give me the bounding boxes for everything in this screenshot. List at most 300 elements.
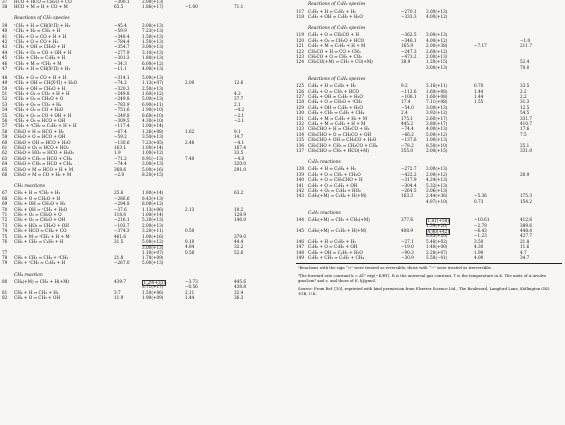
rate-coefficient-a: 5.00(+13) — [142, 74, 164, 80]
reaction-enthalpy: −270.1 — [401, 8, 417, 14]
rate-coefficient-a: 3.10(+13) — [142, 49, 164, 55]
rate-coefficient-a: 3.00(+13) — [142, 161, 164, 167]
reaction-equation: C₂H₅ + O₂ ⇒ C₂H₄ + HO₂ — [308, 188, 361, 194]
reaction-equation: C₂H₃ + O₂ ⇒ CH₂O + HCO — [308, 37, 365, 43]
rate-coefficient-a: 1.13(+06) — [142, 206, 164, 212]
activation-energy: 331.0 — [520, 147, 532, 153]
reaction-enthalpy: −54.0 — [401, 104, 414, 110]
reaction-enthalpy: 165.9 — [401, 43, 413, 49]
reaction-enthalpy: −286.6 — [114, 195, 130, 201]
reaction-equation: C₂H₆(+M) ⇒ CH₃ + CH₃(+M) — [308, 217, 370, 223]
reaction-enthalpy: −30.9 — [401, 255, 414, 261]
rate-coefficient-a: 2.60(+12) — [426, 48, 448, 54]
reaction-number: 143 — [296, 193, 304, 199]
reaction-equation: ³CH₂ + O₂ ⇒ CO + H₂O — [14, 107, 64, 113]
reaction-number: 39 — [2, 22, 8, 28]
rate-coefficient-a: 4.00(+12) — [426, 37, 448, 43]
rate-coefficient-a: 8.91(−13) — [142, 155, 164, 161]
activation-energy: 32.4 — [234, 289, 244, 295]
section-heading-label: Reactions of C₂H₄ species — [308, 76, 366, 82]
rate-coefficient-a: 3.00(+13) — [142, 245, 164, 251]
reaction-enthalpy: −346.1 — [401, 37, 417, 43]
reaction-enthalpy: 118.6 — [114, 211, 126, 217]
reaction-enthalpy: 17.4 — [401, 99, 411, 105]
reaction-equation: C₂H₄ + O ⇒ CH₂O + ³CH₂ — [308, 99, 363, 105]
reaction-enthalpy: −362.5 — [401, 32, 417, 38]
activation-energy: −4.1 — [234, 139, 245, 145]
reaction-enthalpy: −264.5 — [401, 188, 417, 194]
reaction-enthalpy: −247.3 — [401, 48, 417, 54]
reaction-enthalpy: −249.8 — [114, 91, 130, 97]
activation-energy: 154.2 — [520, 198, 532, 204]
reaction-equation: ¹CH₂ + OH ⇒ CH₂O + H — [14, 44, 66, 50]
reaction-number: 147 — [296, 244, 304, 250]
section-heading-label: CH₄ reaction — [14, 272, 43, 278]
reaction-number: 118 — [296, 13, 304, 19]
reaction-equation: C₂H₄ + OH ⇒ C₂H₃ + H₂O — [308, 94, 363, 100]
reaction-enthalpy: 355.0 — [401, 147, 413, 153]
rate-coefficient-a: 1.00(+16) — [142, 233, 164, 239]
rate-coefficient-a: 7.23(+13) — [142, 28, 164, 34]
reaction-equation: ¹CH₂ + O ⇒ CO + H + H — [14, 33, 67, 39]
reaction-equation: CH₃ + H ⇒ ³CH₂ + H₂ — [14, 190, 61, 196]
reaction-enthalpy: 25.6 — [114, 190, 124, 196]
reaction-number: 134 — [296, 131, 304, 137]
rate-coefficient-a: 4.00(+13) — [142, 66, 164, 71]
reaction-equation: CH₂O + CH₃ ⇒ HCO + CH₄ — [14, 161, 72, 167]
reaction-enthalpy: −320.3 — [114, 85, 130, 91]
reaction-number: 121 — [296, 43, 304, 49]
rate-coefficient-a: 3.00(+13) — [426, 166, 448, 172]
rate-coefficient-a: 1.60(+08) — [426, 88, 448, 94]
temperature-exponent-n: 4.00 — [474, 255, 484, 261]
reaction-equation: CH₃ + OH ⇒ ¹CH₂ + H₂O — [14, 206, 68, 212]
reaction-enthalpy: −117.4 — [114, 123, 130, 129]
temperature-exponent-n: 1.44 — [185, 295, 195, 301]
reaction-enthalpy: −783.9 — [114, 101, 130, 107]
rate-coefficient-a: 1.50(+06) — [142, 289, 164, 295]
footnote-source: Source: From Ref. [10], reprinted with kind permission from Elsevier Science Ltd., The Boulevard, Langford Lane, Kidlington OX5 1GB, U.K. — [298, 285, 550, 297]
activation-energy: 34.7 — [520, 255, 530, 261]
reaction-equation: C₂H₅ + O ⇒ CH₃ + CH₂O — [308, 171, 361, 177]
reaction-number: 124 — [296, 59, 304, 65]
activation-energy: 63.2 — [234, 190, 244, 196]
reaction-equation: CH₄ + H ⇒ CH₃ + H₂ — [14, 289, 59, 295]
temperature-exponent-n: −1.00 — [185, 4, 198, 10]
reaction-number: 130 — [296, 110, 304, 116]
activation-energy: 20.9 — [520, 171, 530, 177]
rate-coefficient-a: 2.00(+13) — [142, 0, 164, 4]
rate-coefficient-a: 3.00(+13) — [142, 22, 164, 28]
reaction-row — [2, 67, 272, 72]
reaction-number: 149 — [296, 255, 304, 261]
reaction-enthalpy: 461.6 — [114, 233, 126, 239]
activation-energy: 52.4 — [520, 59, 530, 65]
reaction-number: 68 — [2, 195, 8, 201]
temperature-exponent-n: 1.44 — [474, 94, 484, 100]
reaction-equation: ³CH₂ + H ⇒ CH(X²Π) + H₂ — [14, 66, 71, 71]
reaction-equation: CH₃ + HCO ⇒ CH₄ + CO — [14, 228, 67, 234]
temperature-exponent-n: 2.00 — [185, 80, 195, 86]
rate-coefficient-a: 4.00(+13) — [426, 126, 448, 132]
rate-coefficient-a: 1.26(+08) — [142, 128, 164, 134]
reaction-enthalpy: −354.7 — [114, 44, 130, 50]
rate-coefficient-a: 6.90(+11) — [142, 101, 164, 107]
reaction-number: 42 — [2, 39, 8, 45]
reaction-enthalpy: 368.6 — [114, 166, 126, 172]
reaction-enthalpy: −784.4 — [114, 39, 130, 45]
reaction-enthalpy: −751.6 — [114, 107, 130, 113]
right-table-column — [296, 0, 562, 325]
section-heading-label: C₂H₆ reactions — [308, 210, 341, 216]
reaction-enthalpy: −78.2 — [401, 142, 414, 148]
reaction-number: 72 — [2, 217, 8, 223]
reaction-number: 55 — [2, 112, 8, 118]
rate-coefficient-a: 5.20(+13) — [142, 217, 164, 223]
rate-coefficient-a: 7.23(+05) — [142, 139, 164, 145]
reaction-equation: ³CH₂ + OH ⇒ CH₂O + H — [14, 85, 66, 91]
section-heading-label: Reactions of CH₂ species — [14, 16, 70, 22]
rate-coefficient-a: 1.20(+15) — [426, 59, 448, 65]
activation-energy: −1.0 — [520, 37, 531, 43]
reaction-equation: C₂H₃ + O ⇒ CH₂CO + H — [308, 32, 359, 38]
reaction-equation: CH₂CO + H ⇒ CO + CH₃ — [308, 48, 361, 54]
temperature-exponent-n: −0.56 — [185, 284, 198, 290]
temperature-exponent-n: 1.90 — [474, 249, 484, 255]
reaction-number: 64 — [2, 161, 8, 167]
reaction-equation: ³CH₂ + OH ⇒ CH(X²Π) + H₂O — [14, 80, 78, 86]
rate-coefficient-a: 1.90(+10) — [142, 107, 164, 113]
reaction-number: 49 — [2, 80, 8, 86]
reaction-enthalpy: −19.0 — [401, 244, 414, 250]
table-bottom-rule — [296, 263, 562, 264]
reaction-number: 44 — [2, 49, 8, 55]
reaction-enthalpy: 2.4 — [401, 110, 408, 116]
reaction-enthalpy: −112.6 — [401, 88, 417, 94]
reaction-enthalpy: 3.7 — [114, 289, 121, 295]
reaction-equation: CH₃ + O₂ ⇒ CH₂O + O — [14, 211, 62, 217]
rate-coefficient-a: 2.60(+17) — [426, 115, 448, 121]
reaction-number: 62 — [2, 150, 8, 156]
activation-energy: 21.8 — [520, 238, 530, 244]
reaction-number: 43 — [2, 44, 8, 50]
temperature-exponent-n: 2.46 — [185, 139, 195, 145]
reaction-equation: CH₃CHO + H ⇒ CH₃CO + H₂ — [308, 126, 370, 132]
activation-energy: 389.6 — [520, 222, 532, 228]
rate-coefficient-a: 3.00(+13) — [142, 44, 164, 50]
reaction-row — [296, 200, 562, 205]
reaction-row — [2, 261, 272, 266]
reaction-number: 40 — [2, 28, 8, 34]
reaction-enthalpy: −90.3 — [401, 249, 414, 255]
rate-coefficient-a: 1.40(+00) — [426, 244, 448, 250]
reaction-number: 76 — [2, 238, 8, 244]
activation-energy: −2.1 — [234, 112, 245, 118]
reaction-equation: C₂H₃ + OH ⇒ C₂H₂ + H₂O — [308, 13, 363, 19]
reaction-number: 123 — [296, 54, 304, 60]
section-heading-label: Reactions of C₂H₂ species — [308, 2, 366, 8]
reaction-enthalpy: −74.2 — [114, 80, 127, 86]
activation-energy: 4.2 — [234, 91, 241, 97]
reaction-number: 54 — [2, 107, 8, 113]
activation-energy: 2.2 — [520, 94, 527, 100]
activation-energy: 12.5 — [520, 104, 530, 110]
rate-coefficient-a: 1.00(+12) — [142, 150, 164, 156]
reaction-row — [2, 5, 272, 10]
reaction-equation: CH₂O + O₂ ⇒ HCO + HO₂ — [14, 144, 69, 150]
rate-coefficient-a: 5.00(+13) — [142, 96, 164, 102]
reaction-equation: C₂H₆ + CH₃ ⇒ C₂H₅ + CH₄ — [308, 255, 365, 261]
rate-coefficient-a: 8.50(+10) — [426, 142, 448, 148]
activation-energy: 379.0 — [234, 233, 246, 239]
section-heading-label: C₂H₅ reactions — [308, 160, 341, 166]
rate-coefficient-a: 8.85(+20) — [426, 233, 448, 239]
reaction-equation: ¹CH₂ + CH₃ ⇒ C₂H₄ + H — [14, 55, 66, 61]
reaction-enthalpy: −267.0 — [114, 260, 130, 266]
reaction-number: 71 — [2, 211, 8, 217]
rate-coefficient-a: 3.00(+13) — [426, 104, 448, 110]
temperature-exponent-n: 3.50 — [474, 238, 484, 244]
activation-energy: −2.1 — [234, 118, 245, 124]
rate-coefficient-a: 1.00(+14) — [142, 211, 164, 217]
reaction-number: 38 — [2, 4, 8, 10]
reaction-number: 131 — [296, 115, 304, 121]
reaction-equation: ³CH₂ + O₂ ⇒ CO + OH + H — [14, 112, 72, 118]
reaction-equation: CH₂O + H ⇒ HCO + H₂ — [14, 128, 64, 134]
reaction-number: 146 — [296, 238, 304, 244]
reaction-number: 142 — [296, 188, 304, 194]
rate-coefficient-a: 1.60(+12) — [142, 91, 164, 97]
reaction-enthalpy: 175.1 — [401, 115, 413, 121]
reaction-number: 126 — [296, 88, 304, 94]
rate-coefficient-a: 3.92(+12) — [426, 110, 448, 116]
activation-energy: 11.6 — [520, 244, 530, 250]
rate-coefficient-a: 3.06(+13) — [426, 188, 448, 194]
reaction-enthalpy: 11.9 — [114, 295, 124, 301]
activation-energy: 427.7 — [520, 233, 532, 239]
activation-energy: 410.7 — [520, 121, 532, 127]
rate-coefficient-a: 1.13(+07) — [142, 80, 164, 86]
rate-coefficient-a: 2.00(+38) — [426, 43, 448, 49]
reaction-equation: CH₃CHO + O ⇒ CH₃CO + OH — [308, 131, 372, 137]
activation-energy: 2.1 — [234, 101, 241, 107]
temperature-exponent-n: 1.62 — [185, 128, 195, 134]
activation-energy: 448.4 — [520, 228, 532, 234]
section-heading-label: Reactions of C₂H₃ species — [308, 26, 366, 32]
temperature-exponent-n: −1.23 — [474, 233, 487, 239]
reaction-number: 73 — [2, 222, 8, 228]
rate-coefficient-a: 1.50(+13) — [142, 33, 164, 39]
reaction-number: 139 — [296, 171, 304, 177]
reaction-equation: CH₃ + O₂ ⇒ CH₂O + OH — [14, 217, 66, 223]
reaction-enthalpy: −2.0 — [114, 171, 125, 177]
activation-energy: 412.6 — [520, 217, 532, 223]
rate-coefficient-a: 8.20(+15) — [142, 171, 164, 177]
rate-coefficient-a: 2.20(+07) — [426, 249, 448, 255]
rate-coefficient-a: 3.00(+13) — [426, 8, 448, 14]
reaction-number: 69 — [2, 201, 8, 207]
reaction-enthalpy: −374.3 — [114, 228, 130, 234]
reaction-enthalpy: 21.8 — [114, 255, 124, 261]
reaction-enthalpy: −249.8 — [114, 96, 130, 102]
reaction-enthalpy: −67.4 — [114, 128, 127, 134]
reaction-enthalpy: −71.2 — [114, 155, 127, 161]
reaction-enthalpy: −317.9 — [401, 177, 417, 183]
temperature-exponent-n: 0.56 — [185, 249, 195, 255]
reaction-enthalpy: −34.3 — [114, 60, 127, 66]
reaction-number: 136 — [296, 142, 304, 148]
reaction-number: 137 — [296, 147, 304, 153]
activation-energy: 9.1 — [234, 128, 241, 134]
rate-coefficient-a: 2.00(+12) — [426, 171, 448, 177]
reaction-equation: CH₂O + HO₂ ⇒ HCO + H₂O₂ — [14, 150, 74, 156]
reaction-number: 138 — [296, 166, 304, 172]
rate-coefficient-a: 4.24(+13) — [426, 177, 448, 183]
reaction-enthalpy: 163.1 — [114, 144, 126, 150]
reaction-equation: C₂H₆ + OH ⇒ C₂H₅ + H₂O — [308, 249, 363, 255]
rate-coefficient-a: 5.32(+13) — [426, 182, 448, 188]
reaction-enthalpy: −249.8 — [114, 112, 130, 118]
reaction-number: 140 — [296, 177, 304, 183]
rate-coefficient-a: 5.00(+13) — [142, 260, 164, 266]
reaction-number: 67 — [2, 190, 8, 196]
reaction-equation: CH₃ + M ⇒ ³CH₂ + H + M — [14, 233, 70, 239]
reaction-equation: CH₃CHO ⇒ CH₃ + HCO(+M) — [308, 147, 370, 153]
reaction-equation: CH₂CO(+M) ⇒ CH₂ + CO(+M) — [308, 59, 373, 65]
reaction-enthalpy: 65.5 — [114, 4, 124, 10]
activation-energy: 12.6 — [234, 80, 244, 86]
reaction-equation: CH₃CHO + OH ⇒ CH₃CO + H₂O — [308, 137, 377, 143]
rate-coefficient-a: 1.70(+09) — [142, 255, 164, 261]
reaction-enthalpy: −314.1 — [114, 74, 130, 80]
reaction-number: 51 — [2, 91, 8, 97]
reaction-enthalpy: 38.9 — [401, 59, 411, 65]
temperature-exponent-n: −2.79 — [474, 222, 487, 228]
section-heading-label: CH₃ reactions — [14, 184, 46, 189]
footnotes-wrap — [296, 265, 562, 325]
temperature-exponent-n: 1.55 — [474, 99, 484, 105]
reaction-equation: C₂H₅ + O ⇒ CH₃CHO + H — [308, 177, 363, 183]
reaction-equation: C₂H₄ + M ⇒ C₂H₃ + H + M — [308, 121, 366, 127]
reaction-equation: ³CH₂ + ³CH₂ ⇒ C₂H₂ + H + H — [14, 123, 77, 129]
reaction-equation: CH₃ + CH₃ ⇒ C₂H₅ + H — [14, 238, 64, 244]
reaction-enthalpy: −137.6 — [401, 137, 417, 143]
activation-energy: 25.1 — [520, 142, 530, 148]
reaction-number: 148 — [296, 249, 304, 255]
reaction-equation: CH₂O + CH₃ ⇒ HCO + CH₄ — [14, 155, 72, 161]
reaction-number: 82 — [2, 295, 8, 301]
reaction-number: 141 — [296, 182, 304, 188]
reaction-number: 122 — [296, 48, 304, 54]
activation-energy: 44.4 — [234, 238, 244, 244]
activation-energy: 331.7 — [520, 115, 532, 121]
footnote-reversibility: ᵃReactions with the sign “⇒” were treated as reversible; those with “→” were treated as irreversible. — [298, 265, 493, 271]
activation-energy: 291.0 — [234, 166, 246, 172]
reaction-equation: CH₂CO + O ⇒ CH₂ + CO₂ — [308, 54, 362, 60]
footnote-rate-constant: ᵇThe forward rate constant k = ATⁿ exp(−E/RT). R is the universal gas constant, T is the temperature in K. The units of A involve gmol/cm³ and s, and those of E, kJ/gmol. — [298, 272, 547, 284]
rate-coefficient-a: 2.00(+13) — [142, 222, 164, 228]
reaction-enthalpy: 439.7 — [114, 278, 126, 284]
reaction-number: 117 — [296, 8, 304, 14]
reaction-equation: ³CH₂ + O₂ ⇒ CH₂O + O — [14, 96, 64, 102]
reaction-equation: ¹CH₂ + O₂ ⇒ CO + OH + H — [14, 49, 72, 55]
reaction-equation: C₂H₄ + OH ⇒ C₂H₃ + H₂O — [308, 104, 363, 110]
reaction-equation: CH₃ + CH₃ ⇒ CH₄ + ³CH₂ — [14, 255, 69, 261]
reaction-enthalpy: −59.2 — [114, 134, 127, 140]
rate-coefficient-a: 1.50(+13) — [142, 39, 164, 45]
activation-energy: 37.7 — [234, 96, 244, 102]
reaction-equation: ³CH₂ + O ⇒ CO + H + H — [14, 74, 67, 80]
reaction-equation: HCO + HCO ⇒ CH₂O + CO — [14, 0, 72, 4]
reaction-equation: CH₂O + OH ⇒ HCO + H₂O — [14, 139, 71, 145]
reaction-number: 78 — [2, 255, 8, 261]
reaction-number: 53 — [2, 101, 8, 107]
reaction-number: 145 — [296, 228, 304, 234]
reaction-enthalpy: −216.1 — [114, 217, 130, 223]
reaction-equation: CH₂O + M ⇒ HCO + H + M — [14, 166, 74, 172]
reaction-equation: C₂H₆(+M) ⇒ C₂H₅ + H(+M) — [308, 228, 367, 234]
reaction-number: 66 — [2, 171, 8, 177]
rate-coefficient-a: 3.50(+13) — [142, 134, 164, 140]
activation-energy: 70.0 — [520, 64, 530, 70]
temperature-exponent-n: 0.10 — [185, 238, 195, 244]
reaction-number: 120 — [296, 37, 304, 43]
temperature-exponent-n: 2.11 — [185, 289, 195, 295]
reaction-equation: CH₃ + O ⇒ CH₂O + H — [14, 195, 61, 201]
reaction-enthalpy: 31.5 — [114, 238, 124, 244]
reaction-equation: C₂H₃ + H ⇒ C₂H₂ + H₂ — [308, 8, 356, 14]
reaction-enthalpy: −106.1 — [401, 94, 417, 100]
activation-energy: 445.6 — [234, 278, 246, 284]
reaction-equation: CH₃ + HO₂ ⇒ CH₃O + OH — [14, 222, 69, 228]
activation-energy: −4.2 — [234, 107, 245, 113]
reaction-equation: C₂H₄ + H ⇒ C₂H₃ + H₂ — [308, 83, 356, 89]
reaction-enthalpy: −294.8 — [114, 201, 130, 207]
reaction-equation: ³CH₂ + O₂ ⇒ HCO + OH — [14, 118, 66, 124]
reaction-enthalpy: −473.2 — [401, 54, 417, 60]
reaction-enthalpy: −130.6 — [114, 139, 130, 145]
rate-coefficient-a: 6.00(+12) — [142, 60, 164, 66]
left-table-column — [2, 0, 272, 302]
reaction-number: 133 — [296, 126, 304, 132]
rate-coefficient-a: 1.86(+17) — [142, 4, 164, 10]
reaction-enthalpy: −300.1 — [114, 0, 130, 4]
rate-coefficient-a: 3.00(+13) — [426, 64, 448, 70]
activation-energy: 10.2 — [234, 206, 244, 212]
temperature-exponent-n: −3.73 — [185, 278, 198, 284]
activation-energy: 52.6 — [234, 249, 244, 255]
activation-energy: 33.5 — [234, 150, 244, 156]
reaction-equation: ¹CH₂ + M ⇒ ³CH₂ + M — [14, 60, 62, 66]
reaction-equation: C₂H₄ + O ⇒ CH₃ + HCO — [308, 88, 359, 94]
reaction-enthalpy: −301.3 — [114, 55, 130, 61]
rate-coefficient-a: 1.29(+33) — [143, 279, 165, 285]
rate-coefficient-a: 2.00(+13) — [426, 54, 448, 60]
rate-coefficient-a: 1.00(+13) — [426, 137, 448, 143]
reaction-row — [2, 296, 272, 301]
reaction-number: 129 — [296, 104, 304, 110]
reaction-number: 45 — [2, 55, 8, 61]
reaction-equation: CH₃ + OH ⇒ CH₂O + H₂ — [14, 201, 66, 207]
reaction-number: 60 — [2, 139, 8, 145]
reaction-equation: ³CH₂ + O₂ ⇒ CO₂ + H + H — [14, 91, 70, 97]
activation-energy: 14.7 — [234, 134, 244, 140]
rate-coefficient-a: 1.60(+08) — [426, 94, 448, 100]
temperature-exponent-n: 0.70 — [474, 83, 484, 89]
rate-coefficient-a: 1.80(+13) — [142, 55, 164, 61]
rate-coefficient-a: 1.59(+26) — [426, 222, 448, 228]
reaction-equation: C₂H₃ + M ⇒ C₂H₂ + H + M — [308, 43, 366, 49]
